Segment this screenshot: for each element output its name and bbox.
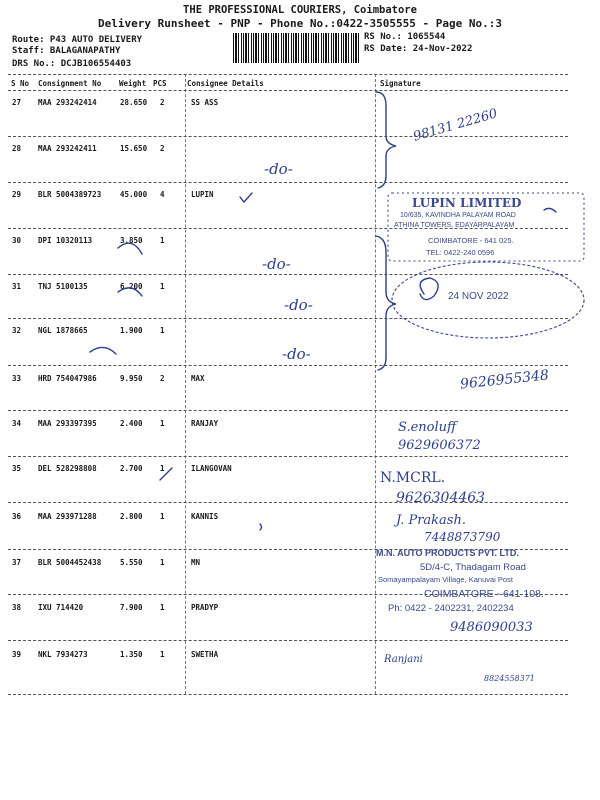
cell-consignee: MN <box>191 558 201 567</box>
signature-row-34-name: S.enoluff <box>398 420 457 435</box>
runsheet-title: Delivery Runsheet - PNP - Phone No.:0422-3505555 - Page No.:3 <box>98 17 502 30</box>
mn-stamp-address: Somayampalayam Village, Kanuvai Post <box>378 575 513 584</box>
cell-consignment: TNJ 5100135 <box>38 282 88 291</box>
mn-stamp-city: COIMBATORE - 641 108. <box>424 588 544 600</box>
cell-consignment: HRD 754047986 <box>38 374 97 383</box>
col-header-sno: S No <box>11 79 30 88</box>
barcode <box>233 33 359 63</box>
cell-consignee: ILANGOVAN <box>191 464 232 473</box>
cell-weight: 45.000 <box>120 190 148 199</box>
cell-weight: 1.900 <box>120 326 143 335</box>
row-rule <box>8 318 568 319</box>
cell-pcs: 2 <box>160 144 165 153</box>
header-rule <box>8 74 568 75</box>
cell-consignee: KANNIS <box>191 512 219 521</box>
cell-consignee: SS ASS <box>191 98 219 107</box>
ditto-mark: -do- <box>284 296 313 314</box>
cell-consignment: MAA 293242411 <box>38 144 97 153</box>
date-stamp: 24 NOV 2022 <box>448 291 509 302</box>
ditto-mark: -do- <box>264 160 293 178</box>
signature-row-33: 9626955348 <box>459 367 550 393</box>
cell-sno: 30 <box>12 236 22 245</box>
cell-weight: 2.800 <box>120 512 143 521</box>
row-rule <box>8 694 568 695</box>
row-rule <box>8 274 568 275</box>
tick-stroke <box>90 347 116 354</box>
ditto-mark: -do- <box>262 255 291 273</box>
col-header-pcs: PCS <box>153 79 167 88</box>
table-row <box>0 464 600 478</box>
lupin-stamp-address: 10/635, KAVINDHA PALAYAM ROAD <box>400 212 516 219</box>
lupin-stamp-city: COIMBATORE - 641 025. <box>428 236 514 245</box>
cell-sno: 33 <box>12 374 22 383</box>
rs-date: RS Date: 24-Nov-2022 <box>364 44 473 54</box>
cell-sno: 32 <box>12 326 22 335</box>
cell-consignment: BLR 5004452438 <box>38 558 102 567</box>
cell-consignee: LUPIN <box>191 190 214 199</box>
lupin-stamp-address: ATHINA TOWERS, EDAYARPALAYAM <box>394 222 515 229</box>
brace-stroke <box>376 236 396 370</box>
cell-consignee: MAX <box>191 374 205 383</box>
cell-weight: 7.900 <box>120 603 143 612</box>
table-row <box>0 282 600 296</box>
cell-weight: 6.200 <box>120 282 143 291</box>
cell-pcs: 2 <box>160 374 165 383</box>
cell-pcs: 1 <box>160 464 165 473</box>
cell-weight: 3.850 <box>120 236 143 245</box>
cell-consignment: MAA 293971288 <box>38 512 97 521</box>
rs-number: RS No.: 1065544 <box>364 32 446 42</box>
cell-sno: 39 <box>12 650 22 659</box>
row-rule <box>8 136 568 137</box>
row-rule <box>8 456 568 457</box>
staff-label: Staff: BALAGANAPATHY <box>12 46 121 56</box>
cell-consignee: SWETHA <box>191 650 219 659</box>
signature-row-38: 9486090033 <box>450 620 533 635</box>
row-rule <box>8 640 568 641</box>
table-row <box>0 98 600 112</box>
col-header-weight: Weight <box>119 79 147 88</box>
cell-sno: 28 <box>12 144 22 153</box>
cell-pcs: 1 <box>160 282 165 291</box>
cell-sno: 31 <box>12 282 22 291</box>
signature-row-35-phone: 9626304463 <box>396 490 486 506</box>
lupin-stamp-name: LUPIN LIMITED <box>412 196 522 210</box>
cell-consignment: NGL 1878665 <box>38 326 88 335</box>
signature-row-36-phone: 7448873790 <box>424 530 501 544</box>
table-row <box>0 144 600 158</box>
cell-pcs: 1 <box>160 603 165 612</box>
table-row <box>0 512 600 526</box>
cell-pcs: 1 <box>160 558 165 567</box>
row-rule <box>8 182 568 183</box>
cell-consignment: MAA 293242414 <box>38 98 97 107</box>
cell-weight: 28.650 <box>120 98 148 107</box>
cell-weight: 2.400 <box>120 419 143 428</box>
cell-sno: 35 <box>12 464 22 473</box>
cell-sno: 34 <box>12 419 22 428</box>
cell-pcs: 2 <box>160 98 165 107</box>
cell-consignment: BLR 5004389723 <box>38 190 102 199</box>
cell-pcs: 4 <box>160 190 165 199</box>
signature-row-39-phone: 8824558371 <box>484 674 535 683</box>
table-row <box>0 419 600 433</box>
ditto-mark: -do- <box>282 345 311 363</box>
col-header-consignee: Consignee Details <box>187 79 264 88</box>
cell-sno: 36 <box>12 512 22 521</box>
cell-consignment: MAA 293397395 <box>38 419 97 428</box>
cell-consignment: IXU 714420 <box>38 603 84 612</box>
cell-weight: 9.950 <box>120 374 143 383</box>
cell-consignee: PRADYP <box>191 603 219 612</box>
cell-consignment: NKL 7934273 <box>38 650 88 659</box>
route-label: Route: P43 AUTO DELIVERY <box>12 35 143 45</box>
lupin-stamp-phone: TEL: 0422-240 0596 <box>426 248 495 257</box>
header-rule <box>8 90 568 91</box>
col-header-signature: Signature <box>380 79 421 88</box>
signature-row-39-name: Ranjani <box>384 654 423 665</box>
drs-number: DRS No.: DCJB106554403 <box>12 59 132 69</box>
cell-weight: 1.350 <box>120 650 143 659</box>
signature-row-27: 98131 22260 <box>411 106 500 145</box>
cell-weight: 15.650 <box>120 144 148 153</box>
signature-row-35-name: N.MCRL. <box>380 470 446 486</box>
row-rule <box>8 410 568 411</box>
cell-sno: 38 <box>12 603 22 612</box>
cell-pcs: 1 <box>160 326 165 335</box>
cell-sno: 29 <box>12 190 22 199</box>
row-rule <box>8 365 568 366</box>
mn-stamp-address: 5D/4-C, Thadagam Road <box>420 562 526 573</box>
cell-weight: 2.700 <box>120 464 143 473</box>
cell-sno: 37 <box>12 558 22 567</box>
scribble-stroke <box>544 208 556 212</box>
cell-sno: 27 <box>12 98 22 107</box>
col-header-consignment: Consignment No <box>38 79 102 88</box>
cell-pcs: 1 <box>160 419 165 428</box>
mn-stamp-name: M.N. AUTO PRODUCTS PVT. LTD. <box>376 548 519 558</box>
table-row <box>0 650 600 664</box>
signature-row-34-phone: 9629606372 <box>398 438 481 453</box>
cell-pcs: 1 <box>160 650 165 659</box>
cell-consignment: DPI 10320113 <box>38 236 93 245</box>
company-title: THE PROFESSIONAL COURIERS, Coimbatore <box>183 4 417 16</box>
mn-stamp-phone: Ph: 0422 - 2402231, 2402234 <box>388 603 514 614</box>
cell-pcs: 1 <box>160 512 165 521</box>
cell-pcs: 1 <box>160 236 165 245</box>
cell-weight: 5.550 <box>120 558 143 567</box>
signature-row-36-name: J. Prakash. <box>396 513 466 528</box>
table-row <box>0 326 600 340</box>
cell-consignment: DEL 528298808 <box>38 464 97 473</box>
cell-consignee: RANJAY <box>191 419 219 428</box>
